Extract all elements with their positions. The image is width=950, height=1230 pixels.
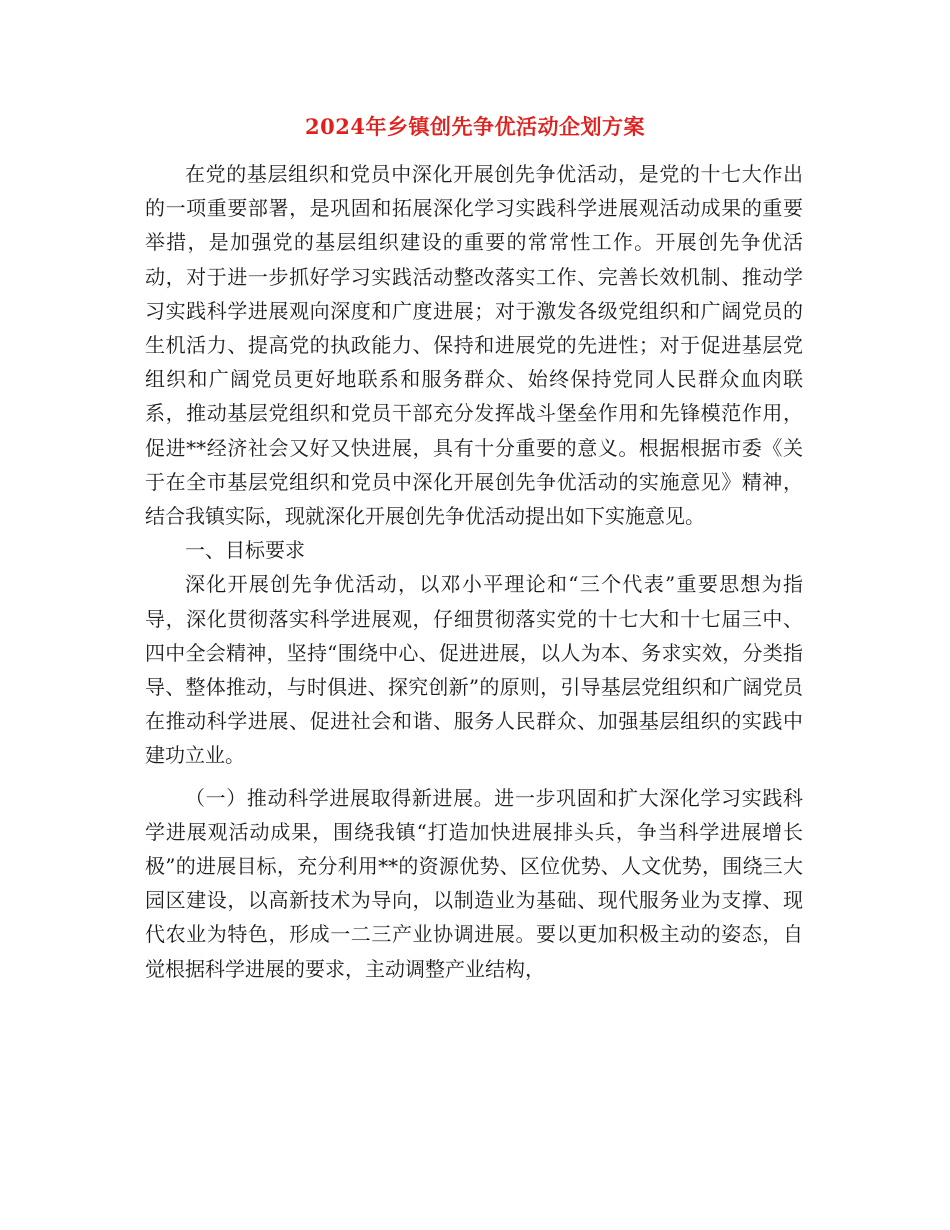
paragraph-introduction: 在党的基层组织和党员中深化开展创先争优活动，是党的十七大作出的一项重要部署，是巩固和拓展深化学习实践科学进展观活动成果的重要举措，是加强党的基层组织建设的重要的常常性工作。开展创先争优活动，对于进一步抓好学习实践活动整改落实工作、完善长效机制、推动学习实践科学进展观向深度和广度进展；对于激发各级党组织和广阔党员的生机活力、提高党的执政能力、保持和进展党的先进性；对于促进基层党组织和广阔党员更好地联系和服务群众、始终保持党同人民群众血肉联系，推动基层党组织和党员干部充分发挥战斗堡垒作用和先锋模范作用，促进**经济社会又好又快进展，具有十分重要的意义。根据根据市委《关于在全市基层党组织和党员中深化开展创先争优活动的实施意见》精神，结合我镇实际，现就深化开展创先争优活动提出如下实施意见。 — [145, 162, 803, 529]
paragraph-goals: 深化开展创先争优活动，以邓小平理论和“三个代表”重要思想为指导，深化贯彻落实科学进展观，仔细贯彻落实党的十七大和十七届三中、四中全会精神，坚持“围绕中心、促进进展，以人为本、务求实效，分类指导、整体推动，与时俱进、探究创新”的原则，引导基层党组织和广阔党员在推动科学进展、促进社会和谐、服务人民群众、加强基层组织的实践中建功立业。 — [145, 572, 803, 768]
document-body — [145, 157, 803, 986]
section-heading-goals: 一、目标要求 — [185, 538, 305, 563]
document-title: 2024年乡镇创先争优活动企划方案 — [305, 114, 645, 139]
paragraph-scientific-development: （一）推动科学进展取得新进展。进一步巩固和扩大深化学习实践科学进展观活动成果，围绕我镇“打造加快进展排头兵，争当科学进展增长极”的进展目标，充分利用**的资源优势、区位优势、人文优势，围绕三大园区建设，以高新技术为导向，以制造业为基础、现代服务业为支撑、现代农业为特色，形成一二三产业协调进展。要以更加积极主动的姿态，自觉根据科学进展的要求，主动调整产业结构， — [145, 785, 803, 981]
